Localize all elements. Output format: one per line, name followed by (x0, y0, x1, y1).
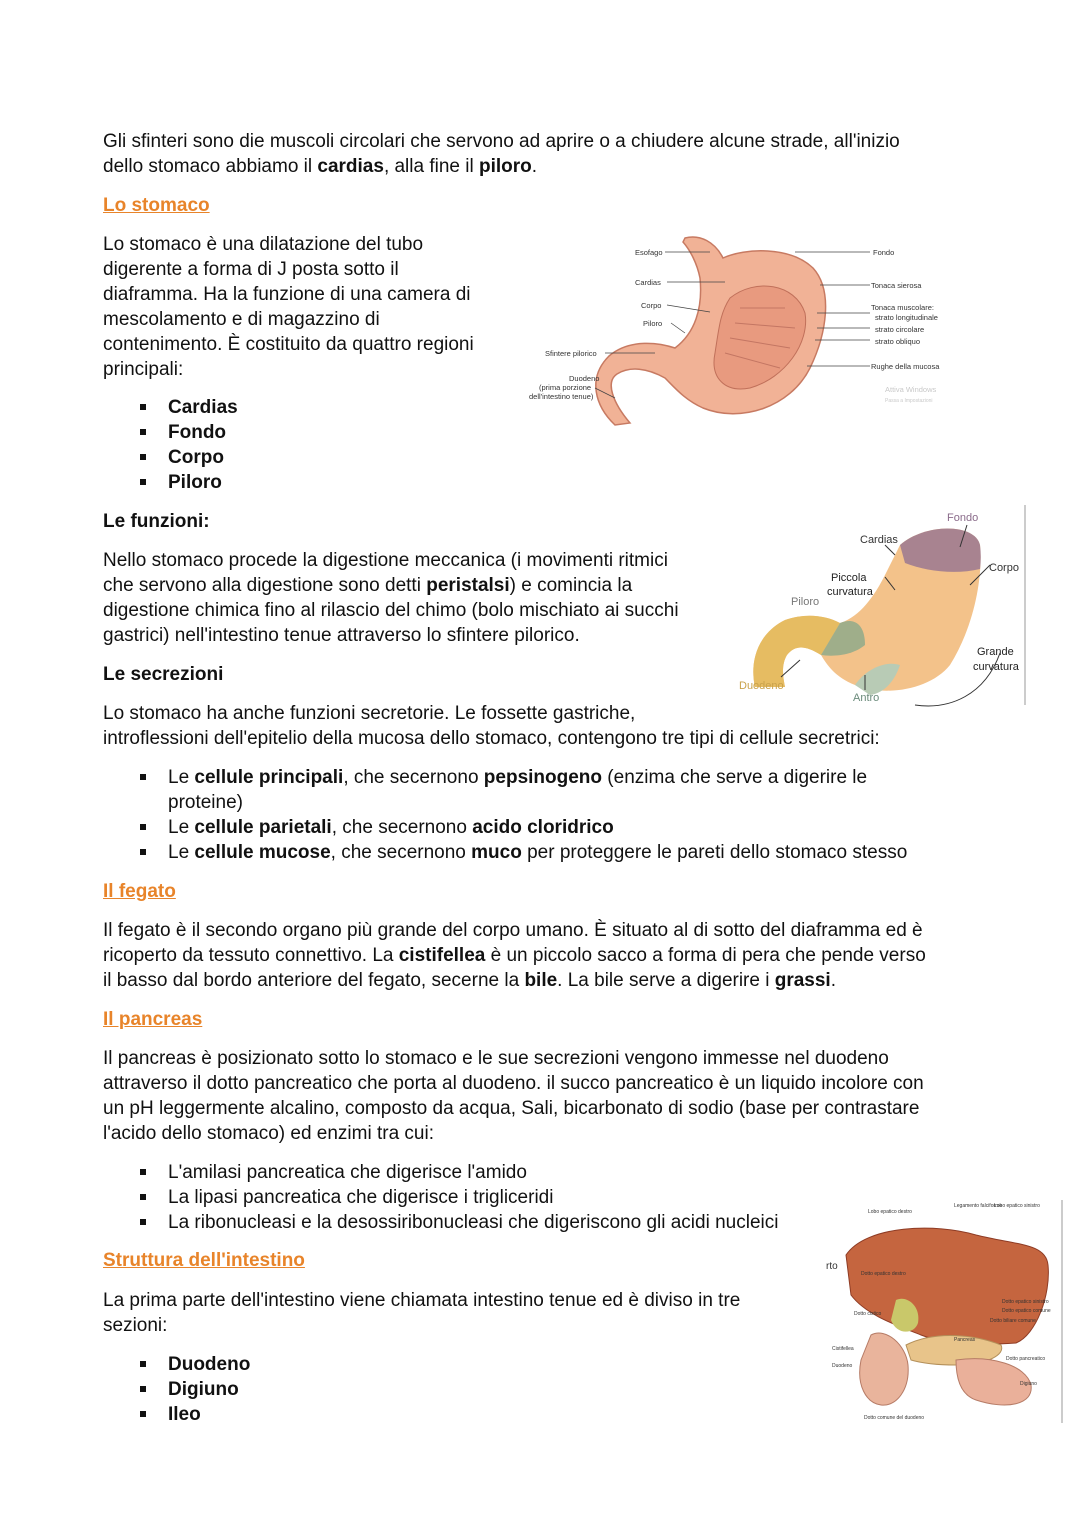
svg-text:Lobo epatico destro: Lobo epatico destro (868, 1209, 912, 1215)
svg-text:Fondo: Fondo (873, 248, 895, 257)
term-cistifellea: cistifellea (398, 945, 486, 966)
term-grassi: grassi (774, 970, 831, 991)
svg-text:Corpo: Corpo (641, 301, 662, 310)
svg-text:Duodeno: Duodeno (569, 374, 600, 383)
svg-text:Dotto pancreatico: Dotto pancreatico (1006, 1356, 1046, 1362)
fegato-line: . (830, 970, 836, 991)
liver-pancreas-figure (826, 1195, 1066, 1427)
list-item: Digiuno (103, 1377, 250, 1402)
svg-text:Dotto cistico: Dotto cistico (854, 1311, 882, 1317)
svg-text:Sfintere pilorico: Sfintere pilorico (545, 349, 597, 358)
fegato-line: è un piccolo sacco a forma di pera che pende verso (485, 945, 926, 966)
funzioni-paragraph (103, 548, 679, 648)
svg-text:(prima porzione: (prima porzione (539, 383, 592, 392)
svg-text:Dotto epatico destro: Dotto epatico destro (861, 1271, 906, 1277)
svg-text:Dotto epatico comune: Dotto epatico comune (1002, 1308, 1051, 1314)
svg-text:Fondo: Fondo (947, 512, 979, 524)
cells-list (103, 765, 907, 865)
pancreas-line: Il pancreas è posizionato sotto lo stomaco e le sue secrezioni vengono immesse nel duodeno (103, 1048, 889, 1069)
secrezioni-line: Lo stomaco ha anche funzioni secretorie. Le fossette gastriche, (103, 703, 636, 724)
svg-text:Rughe della mucosa: Rughe della mucosa (871, 362, 940, 371)
secrezioni-line: introflessioni dell'epitelio della mucosa dello stomaco, contengono tre tipi di cellule secretrici: (103, 728, 880, 749)
enzymes-list (103, 1160, 778, 1235)
stomaco-line: mescolamento e di magazzino di (103, 309, 380, 330)
term-bile: bile (524, 970, 558, 991)
term-cardias: cardias (317, 156, 384, 177)
svg-text:strato longitudinale: strato longitudinale (875, 313, 938, 322)
duodenum-shape (860, 1333, 908, 1405)
list-item: Le cellule principali, che secernono pepsinogeno (enzima che serve a digerire le proteine) (103, 765, 907, 815)
list-item: Piloro (103, 470, 238, 495)
svg-text:Grande: Grande (977, 646, 1014, 658)
svg-text:Cardias: Cardias (860, 534, 898, 546)
heading-secrezioni: Le secrezioni (103, 664, 224, 685)
intestino-paragraph (103, 1288, 740, 1338)
list-item: Corpo (103, 445, 238, 470)
svg-text:Antro: Antro (853, 692, 880, 704)
list-item: Cardias (103, 395, 238, 420)
funzioni-line: digestione chimica fino al rilascio del chimo (bolo mischiato ai succhi (103, 600, 679, 621)
svg-text:Pancreas: Pancreas (954, 1337, 976, 1343)
svg-text:rto: rto (826, 1261, 838, 1272)
svg-text:Tonaca muscolare:: Tonaca muscolare: (871, 303, 934, 312)
stomach-regions-figure (735, 505, 1027, 710)
stomaco-line: principali: (103, 359, 184, 380)
svg-text:Dotto epatico sinistro: Dotto epatico sinistro (1002, 1299, 1049, 1305)
svg-text:Esofago: Esofago (635, 248, 663, 257)
svg-text:Duodeno: Duodeno (739, 680, 784, 692)
svg-text:Dotto comune del duodeno: Dotto comune del duodeno (864, 1415, 925, 1421)
funzioni-line: che servono alla digestione sono detti (103, 575, 427, 596)
heading-pancreas: Il pancreas (103, 1009, 203, 1030)
funzioni-line: Nello stomaco procede la digestione meccanica (i movimenti ritmici (103, 550, 668, 571)
svg-text:Dotto biliare comune: Dotto biliare comune (990, 1318, 1036, 1324)
term-peristalsi: peristalsi (426, 575, 510, 596)
svg-text:Cardias: Cardias (635, 278, 661, 287)
stomaco-line: digerente a forma di J posta sotto il (103, 259, 399, 280)
svg-text:Attiva Windows: Attiva Windows (885, 385, 937, 394)
svg-text:Piloro: Piloro (791, 596, 820, 608)
intestino-line: sezioni: (103, 1315, 168, 1336)
intestino-line: La prima parte dell'intestino viene chiamata intestino tenue ed è diviso in tre (103, 1290, 741, 1311)
svg-text:Legamento falciforme: Legamento falciforme (954, 1203, 1003, 1209)
liver-shape (846, 1228, 1048, 1344)
pancreas-paragraph (103, 1046, 924, 1146)
stomaco-line: contenimento. È costituito da quattro regioni (103, 334, 474, 355)
funzioni-line: ) e comincia la (509, 575, 633, 596)
heading-intestino: Struttura dell'intestino (103, 1250, 305, 1271)
fundus-region (900, 529, 981, 572)
list-item: Fondo (103, 420, 238, 445)
list-item: Le cellule parietali, che secernono acido cloridrico (103, 815, 907, 840)
heading-fegato: Il fegato (103, 881, 176, 902)
intro-line-1: Gli sfinteri sono die muscoli circolari che servono ad aprire o a chiudere alcune strade, all'inizio (103, 131, 900, 152)
fegato-line: il basso dal bordo anteriore del fegato, secerne la (103, 970, 525, 991)
svg-text:curvatura: curvatura (973, 661, 1019, 673)
regions-list (103, 395, 238, 495)
svg-text:Cistifellea: Cistifellea (832, 1346, 854, 1352)
svg-text:Tonaca sierosa: Tonaca sierosa (871, 281, 922, 290)
fegato-paragraph (103, 918, 926, 993)
fegato-line: . La bile serve a digerire i (557, 970, 775, 991)
svg-text:Corpo: Corpo (989, 562, 1019, 574)
watermark (885, 385, 937, 404)
svg-text:strato circolare: strato circolare (875, 325, 925, 334)
list-item: L'amilasi pancreatica che digerisce l'amido (103, 1160, 778, 1185)
list-item: La lipasi pancreatica che digerisce i trigliceridi (103, 1185, 778, 1210)
stomaco-paragraph (103, 232, 474, 382)
stomaco-line: diaframma. Ha la funzione di una camera di (103, 284, 471, 305)
svg-text:Duodeno: Duodeno (832, 1363, 853, 1369)
secrezioni-paragraph (103, 701, 880, 751)
stomach-anatomy-figure (525, 228, 955, 428)
intro-line-2b: , alla fine il (383, 156, 479, 177)
fegato-line: Il fegato è il secondo organo più grande del corpo umano. È situato al di sotto del diaframma ed è (103, 920, 923, 941)
sections-list (103, 1352, 250, 1427)
pancreas-line: l'acido dello stomaco) ed enzimi tra cui: (103, 1123, 434, 1144)
intro-line-2c: . (531, 156, 538, 177)
list-item: Ileo (103, 1402, 250, 1427)
svg-text:Piloro: Piloro (643, 319, 663, 328)
funzioni-line: gastrici) nell'intestino tenue attraverso lo sfintere pilorico. (103, 625, 580, 646)
stomaco-line: Lo stomaco è una dilatazione del tubo (103, 234, 424, 255)
svg-text:dell'intestino tenue): dell'intestino tenue) (529, 392, 594, 401)
svg-text:curvatura: curvatura (827, 586, 873, 598)
svg-text:Passa a Impostazioni: Passa a Impostazioni (885, 398, 933, 404)
svg-text:Lobo epatico sinistro: Lobo epatico sinistro (994, 1203, 1040, 1209)
pancreas-line: attraverso il dotto pancreatico che porta al duodeno. il succo pancreatico è un liquido incolore con (103, 1073, 924, 1094)
term-piloro: piloro (478, 156, 532, 177)
heading-stomaco: Lo stomaco (103, 195, 210, 216)
heading-funzioni: Le funzioni: (103, 511, 210, 532)
intro-line-2a: dello stomaco abbiamo il (103, 156, 318, 177)
pancreas-line: un pH leggermente alcalino, composto da acqua, Sali, bicarbonato di sodio (base per contrastare (103, 1098, 920, 1119)
list-item: La ribonucleasi e la desossiribonucleasi che digeriscono gli acidi nucleici (103, 1210, 778, 1235)
list-item: Duodeno (103, 1352, 250, 1377)
svg-text:Piccola: Piccola (831, 572, 867, 584)
fegato-line: ricoperto da tessuto connettivo. La (103, 945, 399, 966)
list-item: Le cellule mucose, che secernono muco per proteggere le pareti dello stomaco stesso (103, 840, 907, 865)
svg-text:Digiuno: Digiuno (1020, 1381, 1037, 1387)
intro-paragraph (103, 129, 900, 179)
svg-text:strato obliquo: strato obliquo (875, 337, 921, 346)
